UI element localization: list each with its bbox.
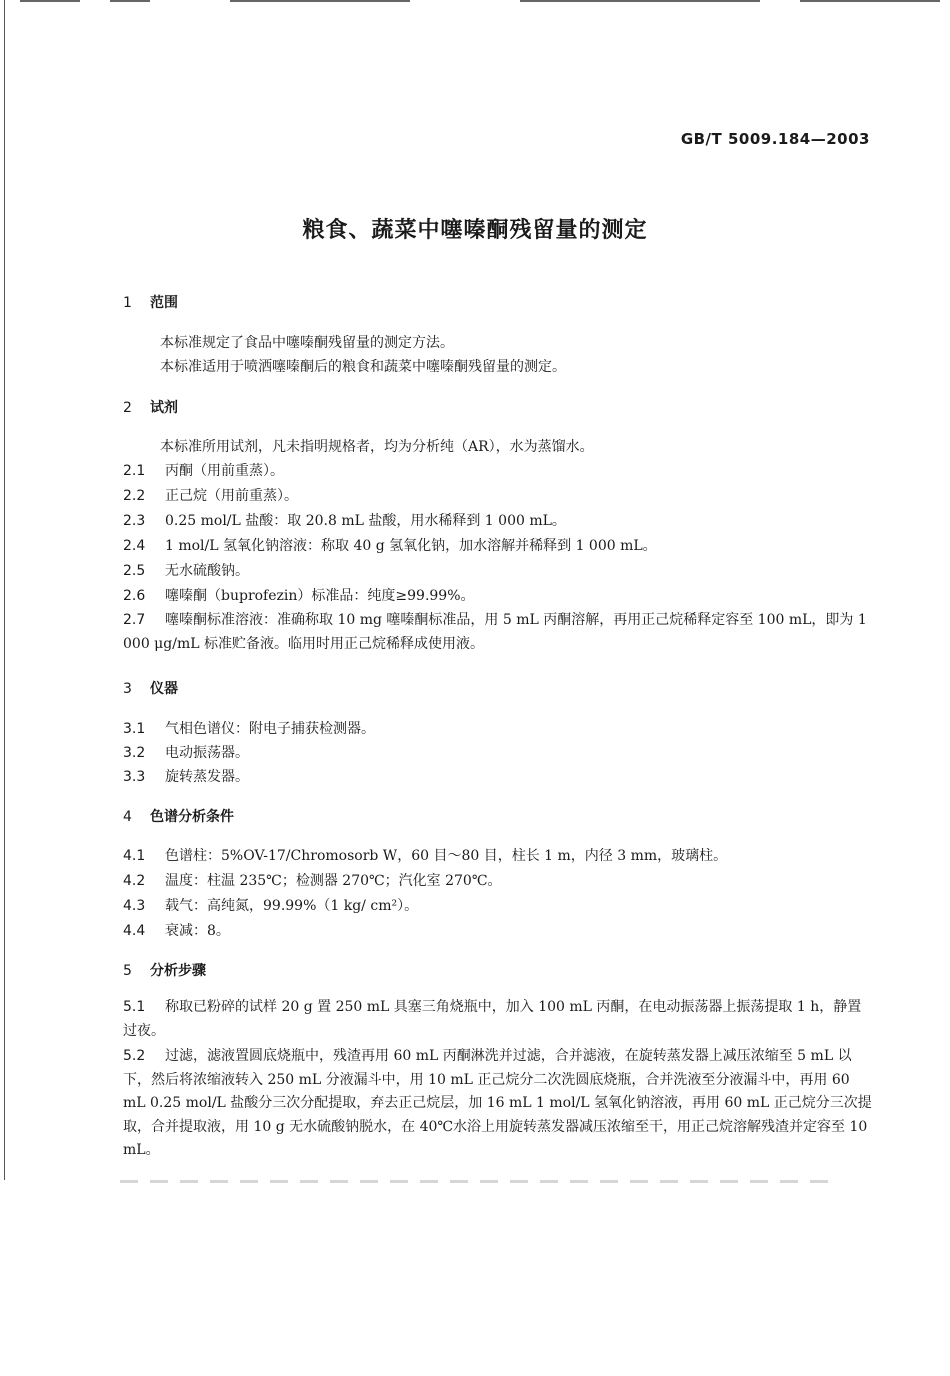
item-text: 过滤，滤液置圆底烧瓶中，残渣再用 60 mL 丙酮淋洗并过滤，合并滤液，在旋转蒸发器上减压浓缩至 5 mL 以下，然后将浓缩液转入 250 mL 分液漏斗中，用 10 mL 正己烷分二次洗圆底烧瓶，合并洗液至分液漏斗中，再用 60 mL 0.25 mol/L 盐酸分三次分配提取，弃去正己烷层，加 16 mL 1 mol/L 氢氧化钠溶液，再用 60 mL 正己烷分三次提取，合并提取液，用 10 g 无水硫酸钠脱水，在 40℃水浴上用旋转蒸发器减压浓缩至干，用正己烷溶解残渣并定容至 10 mL。	[123, 1048, 872, 1158]
item-text: 噻嗪酮（buprofezin）标准品：纯度≥99.99%。	[165, 588, 475, 604]
list-item	[123, 460, 284, 480]
item-number: 2.2	[123, 488, 146, 504]
item-text: 气相色谱仪：附电子捕获检测器。	[165, 721, 375, 737]
section-number: 4	[123, 809, 132, 825]
list-item	[123, 870, 502, 890]
item-text: 正己烷（用前重蒸）。	[165, 488, 298, 504]
list-item	[123, 609, 873, 656]
scan-top-border	[0, 0, 950, 6]
item-number: 2.3	[123, 513, 146, 529]
section-heading-chromatography	[123, 806, 234, 826]
item-number: 5.1	[123, 999, 146, 1015]
item-number: 3.3	[123, 769, 146, 785]
list-item	[123, 485, 298, 505]
section-heading-procedure	[123, 960, 206, 980]
item-number: 5.2	[123, 1048, 146, 1064]
item-number: 3.1	[123, 721, 146, 737]
list-item	[123, 996, 873, 1043]
section-number: 1	[123, 295, 132, 311]
item-text: 噻嗪酮标准溶液：准确称取 10 mg 噻嗪酮标准品，用 5 mL 丙酮溶解，再用正己烷稀释定容至 100 mL，即为 1 000 μg/mL 标准贮备液。临用时用正己烷稀释成使用液。	[123, 612, 867, 652]
section-title: 分析步骤	[150, 963, 206, 979]
item-text: 称取已粉碎的试样 20 g 置 250 mL 具塞三角烧瓶中，加入 100 mL 丙酮，在电动振荡器上振荡提取 1 h，静置过夜。	[123, 999, 862, 1039]
item-number: 4.4	[123, 923, 146, 939]
section-title: 色谱分析条件	[150, 809, 234, 825]
item-text: 旋转蒸发器。	[165, 769, 249, 785]
list-item	[123, 920, 230, 940]
list-item	[123, 560, 249, 580]
item-text: 0.25 mol/L 盐酸：取 20.8 mL 盐酸，用水稀释到 1 000 mL。	[165, 513, 566, 529]
item-text: 电动振荡器。	[165, 745, 249, 761]
list-item	[123, 845, 727, 865]
item-number: 4.3	[123, 898, 146, 914]
cut-off-text-line	[120, 1180, 840, 1183]
item-text: 载气：高纯氮，99.99%（1 kg/ cm²）。	[165, 898, 419, 914]
section-number: 3	[123, 681, 132, 697]
list-item	[123, 1045, 873, 1163]
item-text: 衰减：8。	[165, 923, 230, 939]
item-text: 无水硫酸钠。	[165, 563, 249, 579]
section-number: 2	[123, 400, 132, 416]
list-item	[123, 510, 566, 530]
list-item	[123, 742, 249, 762]
list-item	[123, 718, 375, 738]
section-heading-reagents	[123, 397, 178, 417]
item-number: 3.2	[123, 745, 146, 761]
paragraph: 本标准适用于喷洒噻嗪酮后的粮食和蔬菜中噻嗪酮残留量的测定。	[160, 359, 566, 375]
item-number: 4.1	[123, 848, 146, 864]
standard-code: GB/T 5009.184—2003	[680, 130, 870, 148]
item-number: 2.5	[123, 563, 146, 579]
section-title: 范围	[150, 295, 178, 311]
item-number: 4.2	[123, 873, 146, 889]
list-item	[123, 895, 418, 915]
list-item	[123, 535, 657, 555]
list-item	[123, 585, 475, 605]
paragraph: 本标准规定了食品中噻嗪酮残留量的测定方法。	[160, 335, 454, 351]
item-text: 温度：柱温 235℃；检测器 270℃；汽化室 270℃。	[165, 873, 502, 889]
section-number: 5	[123, 963, 132, 979]
paragraph: 本标准所用试剂，凡未指明规格者，均为分析纯（AR），水为蒸馏水。	[160, 439, 594, 455]
item-text: 1 mol/L 氢氧化钠溶液：称取 40 g 氢氧化钠，加水溶解并稀释到 1 000 mL。	[165, 538, 657, 554]
item-number: 2.1	[123, 463, 146, 479]
item-number: 2.4	[123, 538, 146, 554]
section-heading-apparatus	[123, 678, 178, 698]
scan-left-edge	[4, 0, 5, 1180]
section-title: 试剂	[150, 400, 178, 416]
item-number: 2.7	[123, 612, 146, 628]
item-number: 2.6	[123, 588, 146, 604]
item-text: 色谱柱：5%OV-17/Chromosorb W，60 目～80 目，柱长 1 m，内径 3 mm，玻璃柱。	[165, 848, 728, 864]
section-title: 仪器	[150, 681, 178, 697]
section-heading-scope	[123, 292, 178, 312]
list-item	[123, 766, 249, 786]
item-text: 丙酮（用前重蒸）。	[165, 463, 284, 479]
page-title: 粮食、蔬菜中噻嗪酮残留量的测定	[302, 218, 648, 243]
